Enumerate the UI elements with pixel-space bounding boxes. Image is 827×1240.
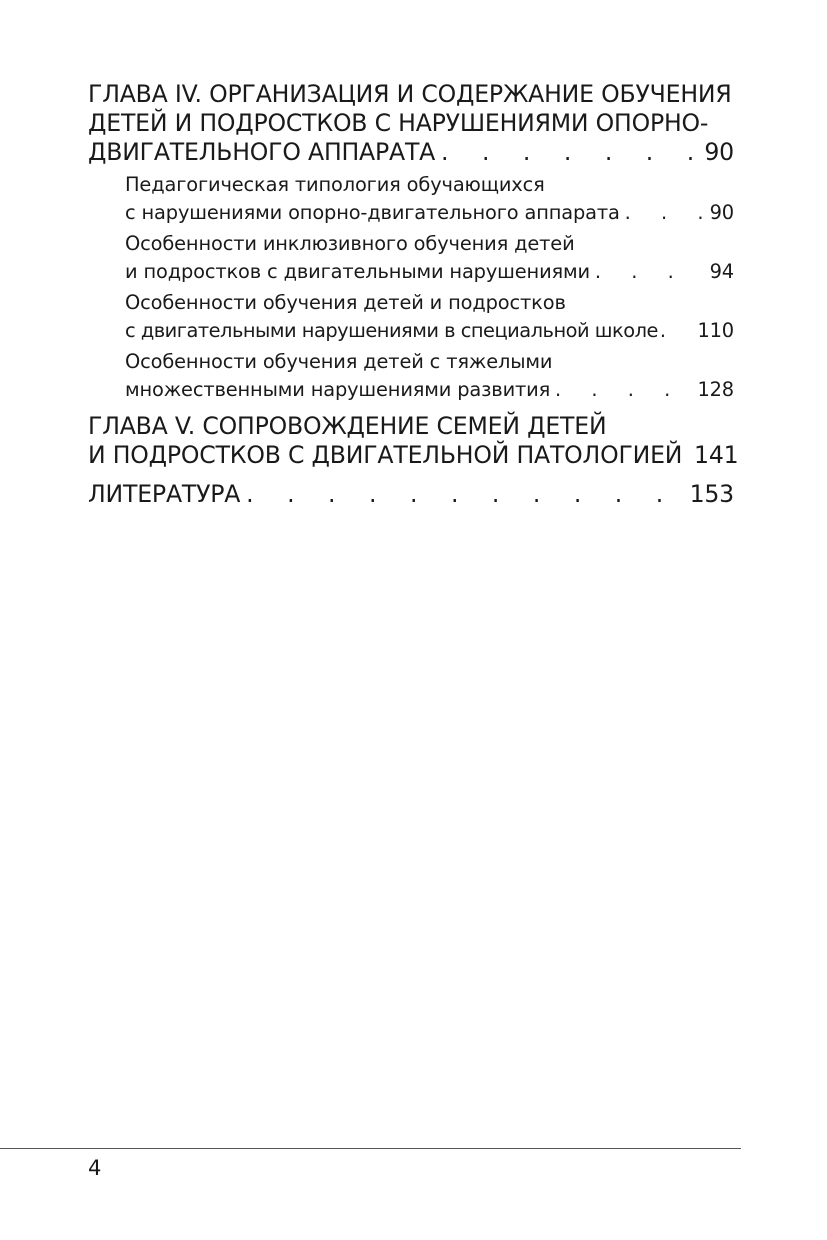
toc-entry-section[interactable] <box>88 230 734 286</box>
toc-entry-line <box>88 412 734 441</box>
dot-leader <box>441 138 698 167</box>
toc-entry-line <box>88 138 734 167</box>
toc-entry-literature[interactable] <box>88 480 734 509</box>
toc-entry-line <box>125 171 734 199</box>
section-title-line: с двигательными нарушениями в специальной школе <box>125 319 658 342</box>
page-ref: 94 <box>709 260 734 283</box>
toc-entry-line <box>88 480 734 509</box>
toc-entry-line <box>125 376 734 404</box>
section-title-line: Особенности инклюзивного обучения детей <box>125 232 575 255</box>
page-number: 4 <box>88 1156 102 1180</box>
footer-divider <box>0 1148 741 1149</box>
section-title-line: Особенности обучения детей и подростков <box>125 291 566 314</box>
page-ref: 90 <box>709 201 734 224</box>
toc-entry-line <box>125 289 734 317</box>
section-title-line: Особенности обучения детей с тяжелыми <box>125 350 553 373</box>
chapter-title-line: ГЛАВА V. СОПРОВОЖДЕНИЕ СЕМЕЙ ДЕТЕЙ <box>88 412 607 440</box>
dot-leader <box>246 480 684 509</box>
toc-entry-line <box>125 348 734 376</box>
toc-entry-line <box>88 80 734 109</box>
section-title-line: множественными нарушениями развития <box>125 378 551 401</box>
toc-entry-line <box>88 109 734 138</box>
toc-entry-chapter-5[interactable] <box>88 412 739 470</box>
dot-leader <box>595 258 705 286</box>
page-ref: 128 <box>697 378 734 401</box>
dot-leader <box>555 376 693 404</box>
toc-entry-line <box>125 317 734 345</box>
page-ref: 141 <box>694 441 739 469</box>
literature-label: ЛИТЕРАТУРА <box>88 480 241 508</box>
table-of-contents <box>88 80 739 509</box>
chapter-title-line: ДЕТЕЙ И ПОДРОСТКОВ С НАРУШЕНИЯМИ ОПОРНО- <box>88 109 709 137</box>
page-ref: 90 <box>704 138 734 166</box>
dot-leader <box>625 199 705 227</box>
toc-entry-chapter-4[interactable] <box>88 80 734 167</box>
section-title-line: и подростков с двигательными нарушениями <box>125 260 590 283</box>
toc-entry-section[interactable] <box>88 171 734 227</box>
chapter-title-line: И ПОДРОСТКОВ С ДВИГАТЕЛЬНОЙ ПАТОЛОГИЕЙ <box>88 441 683 469</box>
toc-entry-line <box>88 441 739 470</box>
page-ref: 153 <box>689 480 734 508</box>
toc-entry-line <box>125 230 734 258</box>
section-title-line: с нарушениями опорно-двигательного аппарата <box>125 201 620 224</box>
section-title-line: Педагогическая типология обучающихся <box>125 173 545 196</box>
toc-entry-line <box>125 199 734 227</box>
chapter-title-line: ГЛАВА IV. ОРГАНИЗАЦИЯ И СОДЕРЖАНИЕ ОБУЧЕНИЯ <box>88 80 732 108</box>
dot-leader <box>660 317 696 345</box>
toc-entry-line <box>125 258 734 286</box>
chapter-title-line: ДВИГАТЕЛЬНОГО АППАРАТА <box>88 138 436 166</box>
toc-entry-section[interactable] <box>88 289 734 345</box>
toc-entry-section[interactable] <box>88 348 734 404</box>
page-ref: 110 <box>697 319 734 342</box>
